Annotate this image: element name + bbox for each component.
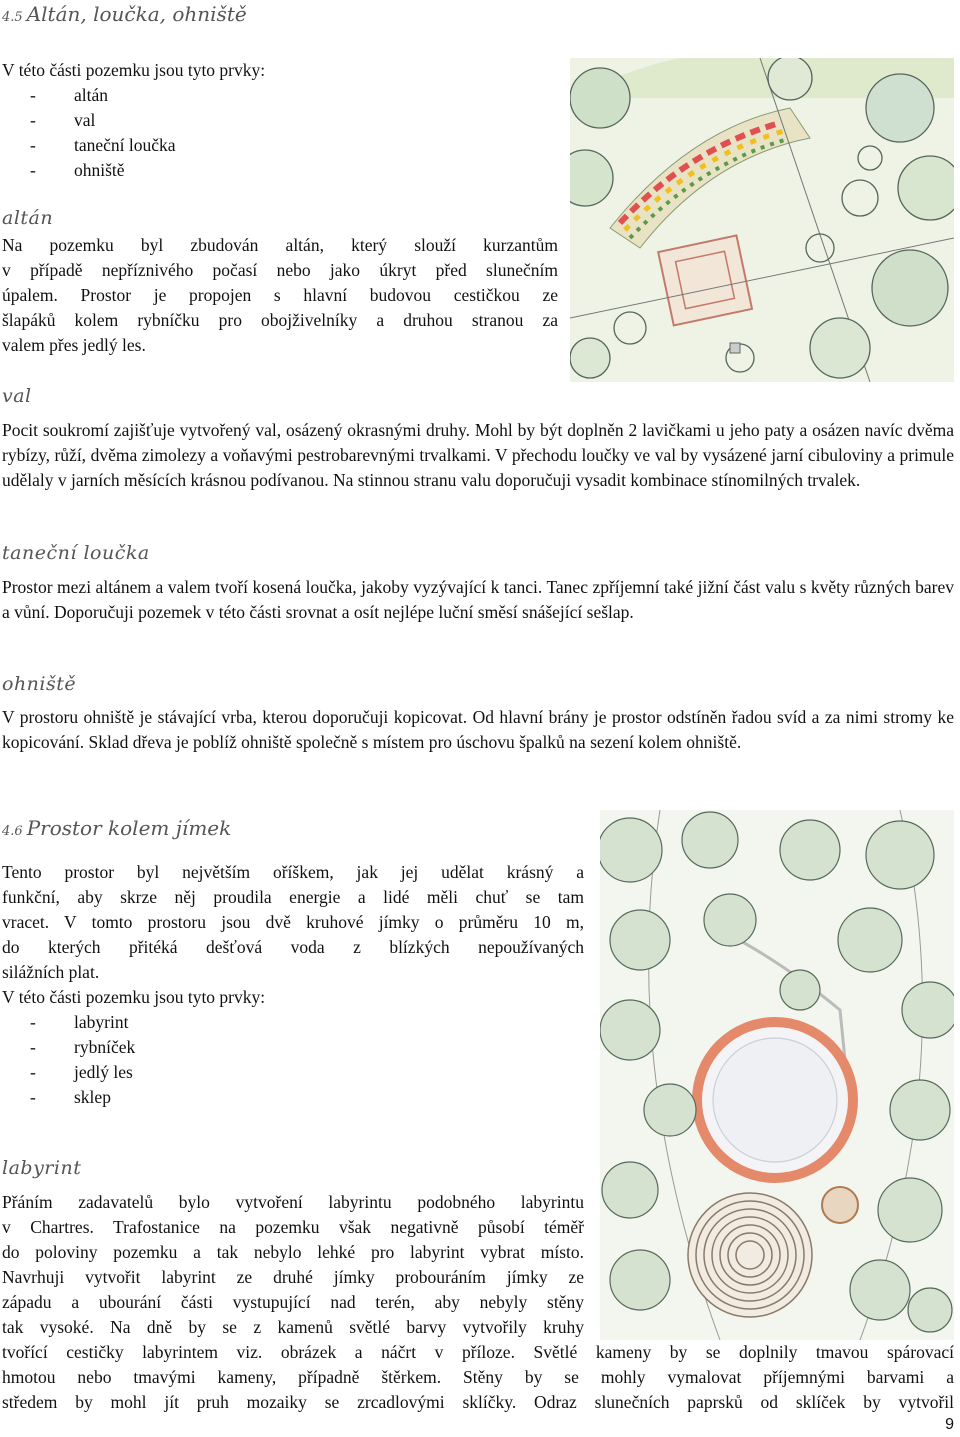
list-item: - taneční loučka (2, 133, 176, 158)
text-line: Na pozemku byl zbudován altán, který slouží kurzantům (2, 235, 558, 255)
text-line: šlapáků kolem rybníčku pro obojživelníky a druhou stranou za (2, 310, 558, 330)
list-item: - ohniště (2, 158, 176, 183)
section-title: Altán, loučka, ohniště (26, 2, 247, 26)
text-line: v případě nepříznivého počasí nebo jako úkryt před slunečním (2, 260, 558, 280)
text-line: Tento prostor byl největším oříškem, jak jej udělat krásný a (2, 862, 584, 882)
text-line: tvořící cestičky labyrintem viz. obrázek a náčrt v příloze. Světlé kameny by se doplnily tmavou spárovací (2, 1342, 954, 1362)
list-item: - rybníček (2, 1035, 135, 1060)
text-line: Navrhuji vytvořit labyrint ze druhé jímky probouráním jímky ze (2, 1267, 584, 1287)
text-line: vracet. V tomto prostoru jsou dvě kruhové jímky o průměru 10 m, (2, 912, 584, 932)
list-item: - altán (2, 83, 176, 108)
section-4-6-intro: V této části pozemku jsou tyto prvky: (2, 987, 266, 1007)
text-line: do poloviny pozemku a tak nebylo lehké pro labyrint vybrat místo. (2, 1242, 584, 1262)
section-4-6-list (2, 1010, 135, 1110)
text-line: do kterých přitéká dešťová voda z blízkých nepoužívaných (2, 937, 584, 957)
subheading-val: val (2, 385, 32, 407)
text-line: valem přes jedlý les. (2, 335, 146, 355)
text-line: v Chartres. Trafostanice na pozemku však negativně působí téměř (2, 1217, 584, 1237)
text-line: silážních plat. (2, 962, 100, 982)
text-line: západu a ubourání části vystupující nad terén, aby nebyly stěny (2, 1292, 584, 1312)
page-number: 9 (945, 1416, 954, 1433)
labyrinth-plan-drawing (600, 810, 954, 1340)
text-line: úpalem. Prostor je propojen s hlavní budovou cestičkou ze (2, 285, 558, 305)
list-item: - labyrint (2, 1010, 135, 1035)
subheading-labyrint: labyrint (2, 1157, 82, 1179)
text-line: tak vysoké. Na dně by se z kamenů světlé barvy vytvořily kruhy (2, 1317, 584, 1337)
subheading-ohniste: ohniště (2, 673, 77, 695)
section-title: Prostor kolem jímek (26, 816, 232, 840)
subheading-altan: altán (2, 207, 54, 229)
val-text: Pocit soukromí zajišťuje vytvořený val, osázený okrasnými druhy. Mohl by být doplněn 2 lavičkami u jeho paty a osázen navíc dvěma rybízy, růží, dvěma zimolezy a voňavými pestrobarevnými trvalkami. V přechodu loučky ve val by vysázené jarní cibuloviny a primule udělaly v jarních měsících krásnou podívanou. Na stinnou stranu valu doporučuji vysadit kombinace stínomilných trvalek. (2, 420, 954, 490)
section-4-5-intro: V této části pozemku jsou tyto prvky: (2, 60, 266, 80)
ohniste-text: V prostoru ohniště je stávající vrba, kterou doporučuji kopicovat. Od hlavní brány je prostor odstíněn řadou svíd a za nimi stromy ke kopicování. Sklad dřeva je poblíž ohniště společně s místem pro úschovu špalků na sezení kolem ohniště. (2, 707, 954, 752)
list-item: - val (2, 108, 176, 133)
text-line: středem by mohl jít pruh mozaiky se zrcadlovými sklíčky. Odraz slunečních paprsků od sklíček by vytvořil (2, 1392, 954, 1412)
labyrint-text (2, 1190, 584, 1340)
labyrint-text-full-width (2, 1340, 954, 1415)
altan-plan-drawing (570, 58, 954, 382)
altan-text (2, 233, 558, 358)
subheading-loucka: taneční loučka (2, 542, 150, 564)
section-4-6-heading (2, 816, 231, 840)
section-4-5-list (2, 83, 176, 183)
text-line: funkční, aby skrze něj proudila energie a lidé měli chuť se tam (2, 887, 584, 907)
list-item: - jedlý les (2, 1060, 135, 1085)
section-number: 4.5 (2, 10, 23, 25)
text-line: hmotou nebo tmavými kameny, případně štěrkem. Stěny by se mohly vymalovat příjemnými barvami a (2, 1367, 954, 1387)
section-4-5-heading (2, 2, 247, 26)
text-line: Přáním zadavatelů bylo vytvoření labyrintu podobného labyrintu (2, 1192, 584, 1212)
list-item: - sklep (2, 1085, 135, 1110)
loucka-text: Prostor mezi altánem a valem tvoří kosená loučka, jakoby vyzývající k tanci. Tanec zpříjemní také jižní část valu s květy různých barev a vůní. Doporučuji pozemek v této části srovnat a osít nejlépe luční směsí snášející sešlap. (2, 577, 954, 622)
section-number: 4.6 (2, 824, 23, 839)
section-4-6-text (2, 860, 584, 985)
